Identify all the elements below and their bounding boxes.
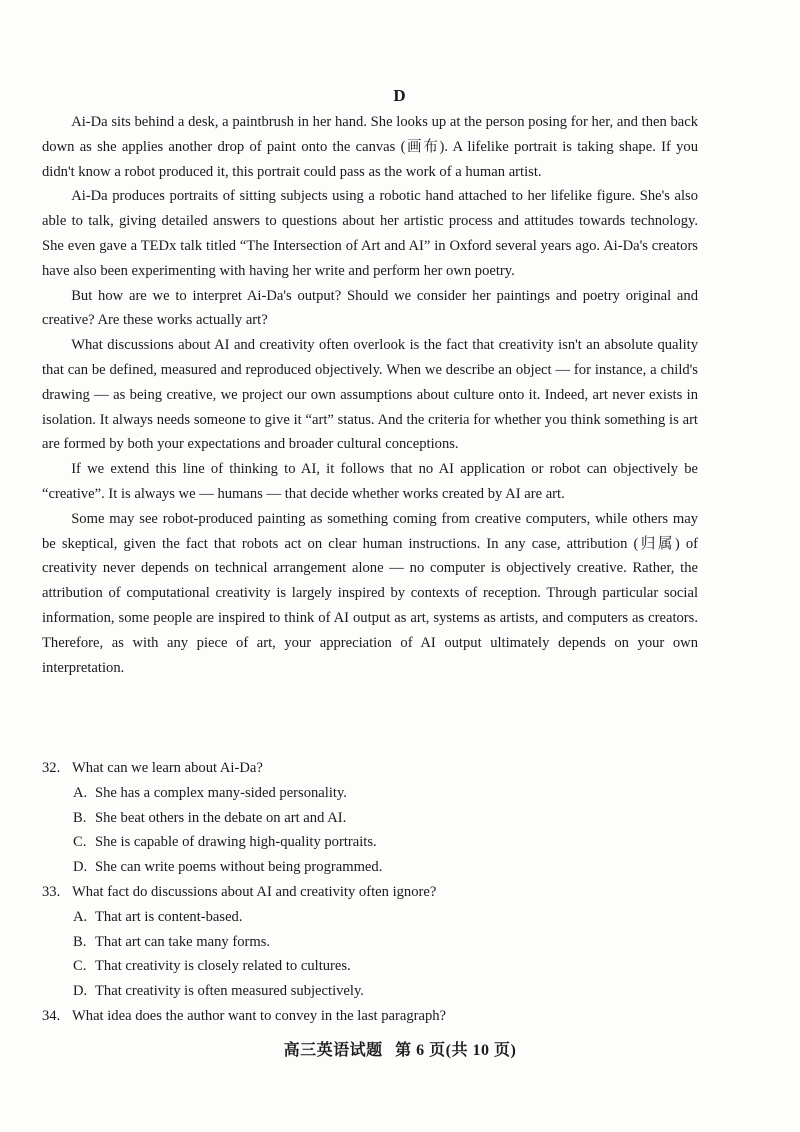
question-text: What can we learn about Ai-Da? xyxy=(72,760,263,776)
option-text: That art can take many forms. xyxy=(95,933,271,950)
option-letter: A. xyxy=(73,784,88,801)
reading-passage xyxy=(42,110,698,680)
question-number: 32. xyxy=(42,760,61,776)
option-list xyxy=(42,905,698,1004)
page-number: 第 6 页(共 10 页) xyxy=(395,1042,517,1059)
option-a xyxy=(42,905,698,930)
option-text: That creativity is often measured subjectively. xyxy=(95,983,364,1000)
option-letter: B. xyxy=(73,933,87,950)
option-d xyxy=(42,979,698,1004)
question-34 xyxy=(42,1004,698,1029)
question-stem xyxy=(42,1004,698,1029)
option-text: She has a complex many-sided personality. xyxy=(95,784,347,801)
option-b xyxy=(42,806,698,831)
question-32 xyxy=(42,756,698,880)
option-c xyxy=(42,830,698,855)
passage-paragraph-4: What discussions about AI and creativity often overlook is the fact that creativity isn't an absolute quality that can be defined, measured and reproduced objectively. When we describe an object — for instance, a child's drawing — as being creative, we project our own assumptions about culture onto it. Indeed, art never exists in isolation. It always needs someone to give it “art” status. And the criteria for whether you think something is art are formed by both your expectations and broader cultural conceptions. xyxy=(42,337,698,453)
passage-paragraph-2: Ai-Da produces portraits of sitting subjects using a robotic hand attached to her lifelike figure. She's also able to talk, giving detailed answers to questions about her artistic process and attitudes towards technology. She even gave a TEDx talk titled “The Intersection of Art and AI” in Oxford several years ago. Ai-Da's creators have also been experimenting with having her write and perform her own poetry. xyxy=(42,188,698,279)
passage-paragraph-5: If we extend this line of thinking to AI, it follows that no AI application or robot can objectively be “creative”. It is always we — humans — that decide whether works created by AI are art. xyxy=(42,461,698,502)
question-number: 34. xyxy=(42,1007,61,1024)
option-letter: A. xyxy=(73,908,88,925)
option-d xyxy=(42,855,698,880)
question-list xyxy=(42,756,698,1029)
exam-title: 高三英语试题 xyxy=(283,1042,383,1059)
option-c xyxy=(42,954,698,979)
question-text: What idea does the author want to convey in the last paragraph? xyxy=(72,1007,447,1024)
passage-paragraph-3: But how are we to interpret Ai-Da's output? Should we consider her paintings and poetry original and creative? Are these works actually art? xyxy=(42,287,698,329)
option-text: She is capable of drawing high-quality portraits. xyxy=(95,834,377,851)
question-33 xyxy=(42,880,698,1004)
question-text: What fact do discussions about AI and creativity often ignore? xyxy=(72,883,437,900)
question-stem xyxy=(42,756,698,781)
option-letter: C. xyxy=(73,958,87,975)
passage-paragraph-6: Some may see robot-produced painting as something coming from creative computers, while others may be skeptical, given the fact that robots act on clear human instructions. In any case, attribution (归属) of creativity never depends on technical arrangement alone — no computer is objectively creative. Rather, the attribution of computational creativity is largely inspired by contexts of reception. Through particular social information, some people are inspired to think of AI output as art, systems as artists, and computers as creators. Therefore, as with any piece of art, your appreciation of AI output ultimately depends on your own interpretation. xyxy=(42,510,698,676)
option-text: That creativity is closely related to cultures. xyxy=(95,958,351,975)
option-letter: D. xyxy=(73,983,88,1000)
section-title: D xyxy=(393,86,407,105)
option-text: That art is content-based. xyxy=(95,908,243,925)
option-text: She can write poems without being programmed. xyxy=(95,859,383,876)
option-list xyxy=(42,781,698,880)
question-number: 33. xyxy=(42,883,61,900)
option-letter: C. xyxy=(73,834,87,851)
option-text: She beat others in the debate on art and AI. xyxy=(95,809,347,826)
option-letter: B. xyxy=(73,809,87,826)
option-b xyxy=(42,930,698,955)
passage-paragraph-1: Ai-Da sits behind a desk, a paintbrush in her hand. She looks up at the person posing for her, and then back down as she applies another drop of paint onto the canvas (画布). A lifelike portrait is taking shape. If you didn't know a robot produced it, this portrait could pass as the work of a human artist. xyxy=(42,114,698,180)
option-a xyxy=(42,781,698,806)
question-stem xyxy=(42,880,698,905)
page-footer xyxy=(0,1037,800,1060)
option-letter: D. xyxy=(73,859,88,876)
